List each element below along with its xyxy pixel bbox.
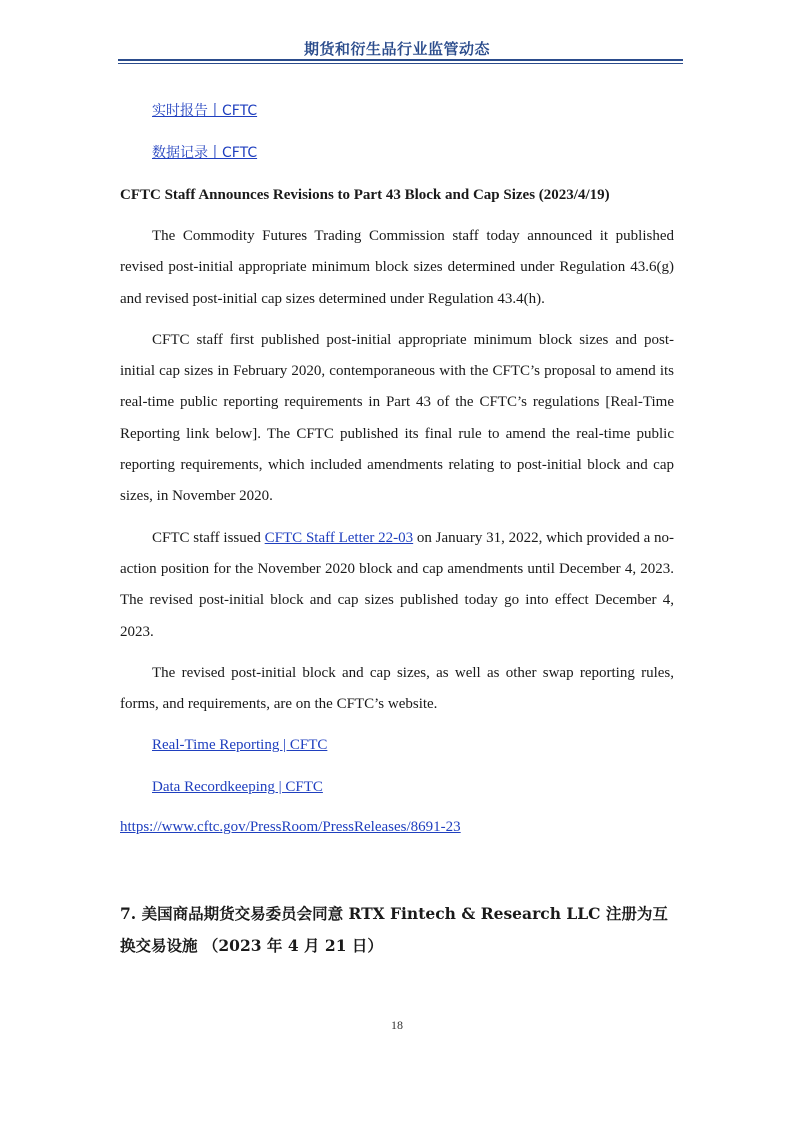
page-content xyxy=(120,96,674,962)
article-heading: CFTC Staff Announces Revisions to Part 43 Block and Cap Sizes (2023/4/19) xyxy=(120,187,610,203)
article-paragraph-1: The Commodity Futures Trading Commission staff today announced it published revised post-initial appropriate minimum block sizes determined under Regulation 43.6(g) and revised post-initial cap sizes determined under Regulation 43.4(h). xyxy=(120,228,674,307)
link-line-data xyxy=(120,772,674,814)
paragraph-3-intro: CFTC staff issued xyxy=(152,529,265,546)
article-paragraph-3 xyxy=(120,523,674,648)
header-rule-thick xyxy=(118,59,683,61)
link-line-data-cn xyxy=(120,138,674,180)
link-line-realtime xyxy=(120,730,674,772)
page-number: 18 xyxy=(391,1018,403,1032)
source-url-link[interactable]: https://www.cftc.gov/PressRoom/PressReleases/8691-23 xyxy=(120,819,461,836)
source-url-line xyxy=(120,812,674,842)
data-recordkeeping-link[interactable]: Data Recordkeeping | CFTC xyxy=(152,779,323,796)
paragraph-3-rest: on January 31, 2022, which provided a no-action position for the November 2020 block and cap amendments until December 4, 2023. The revised post-initial block and cap sizes published today go into effect December 4, 2023. xyxy=(120,529,674,640)
data-recordkeeping-link-cn[interactable]: 数据记录丨CFTC xyxy=(152,145,258,161)
page-header-title: 期货和衍生品行业监管动态 xyxy=(303,40,490,58)
link-line-realtime-cn xyxy=(120,96,674,138)
realtime-reporting-link[interactable]: Real-Time Reporting | CFTC xyxy=(152,737,328,754)
next-section-title: 7. 美国商品期货交易委员会同意 RTX Fintech & Research LLC 注册为互换交易设施 （2023 年 4 月 21 日） xyxy=(120,904,668,956)
article-paragraph-4: The revised post-initial block and cap sizes, as well as other swap reporting rules, forms, and requirements, are on the CFTC’s website. xyxy=(120,664,674,713)
staff-letter-link[interactable]: CFTC Staff Letter 22-03 xyxy=(264,529,414,546)
article-paragraph-2: CFTC staff first published post-initial appropriate minimum block sizes and post-initial cap sizes in February 2020, contemporaneous with the CFTC’s proposal to amend its real-time public reporting requirements in Part 43 of the CFTC’s regulations [Real-Time Reporting link below]. The CFTC published its final rule to amend the real-time public reporting requirements, which included amendments relating to post-initial block and cap sizes, in November 2020. xyxy=(120,331,674,505)
header-rule-thin xyxy=(118,63,683,64)
realtime-reporting-link-cn[interactable]: 实时报告丨CFTC xyxy=(152,103,258,119)
